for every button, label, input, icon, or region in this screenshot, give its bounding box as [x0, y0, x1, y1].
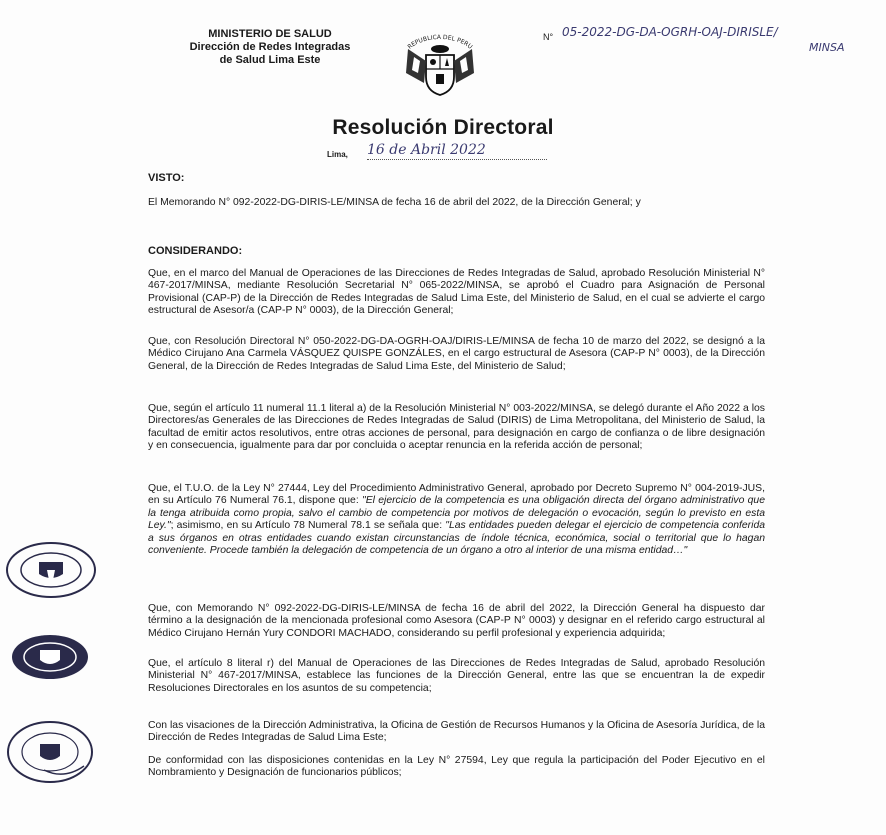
considerando-paragraph-2: Que, con Resolución Directoral N° 050-2022-DG-DA-OGRH-OAJ/DIRIS-LE/MINSA de fecha 10 de marzo del 2022, se designó a la Médico Cirujano Ana Carmela VÁSQUEZ QUISPE GONZÁLES, en el cargo estructural de Asesora (CAP-P N° 0003), de la Dirección General, de la Dirección de Redes Integradas de Salud Lima Este, del Ministerio de Salud; — [148, 336, 765, 372]
visto-paragraph: El Memorando N° 092-2022-DG-DIRIS-LE/MINSA de fecha 16 de abril del 2022, de la Dirección General; y — [148, 197, 641, 208]
considerando-paragraph-3: Que, según el artículo 11 numeral 11.1 literal a) de la Resolución Ministerial N° 003-2022/MINSA, se delegó durante el Año 2022 a los Directores/as Generales de las Direcciones de Redes Integradas de Salud (DIRIS) de Lima Metropolitana, del Ministerio de Salud, la facultad de emitir actos resolutivos, entre otras acciones de personal, para designación en cargo de confianza o de libre designación y en consecuencia, igualmente para dar por concluida o aceptar renuncia en la referida acción de personal; — [148, 403, 765, 452]
handwritten-date: 16 de Abril 2022 — [367, 142, 486, 158]
diris-seal-stamp-2 — [8, 632, 92, 682]
p4-intro: Que, el T.U.O. de la Ley N° 27444, Ley del Procedimiento Administrativo General, aprobado por Decreto Supremo N° 004-2019-JUS, en su Artículo 76 Numeral 76.1, dispone que: — [148, 483, 765, 507]
svg-text:REPUBLICA DEL PERU: REPUBLICA DEL PERU — [406, 33, 474, 51]
ministry-name: MINISTERIO DE SALUD — [208, 28, 332, 40]
resolution-number — [543, 25, 883, 75]
directorate-line2: de Salud Lima Este — [219, 54, 321, 66]
visto-heading: VISTO: — [148, 172, 185, 184]
considerando-paragraph-5: Que, con Memorando N° 092-2022-DG-DIRIS-LE/MINSA de fecha 16 de abril del 2022, la Dirección General ha dispuesto dar término a la designación de la mencionada profesional como Asesora (CAP-P N° 0003) y designar en el referido cargo estructural al Médico Cirujano Hernán Yury CONDORI MACHADO, considerando su perfil profesional y experiencia adquirida; — [148, 603, 765, 639]
diris-seal-stamp-3 — [4, 718, 98, 794]
considerando-paragraph-6: Que, el artículo 8 literal r) del Manual de Operaciones de las Direcciones de Redes Integradas de Salud, aprobado Resolución Ministerial N° 467-2017/MINSA, establece las funciones de la Dirección General, entre las que se encuentran la de expedir Resoluciones Directorales en los asuntos de su competencia; — [148, 658, 765, 694]
handwritten-number: 05-2022-DG-DA-OGRH-OAJ-DIRISLE/ — [562, 25, 778, 39]
diris-seal-stamp-1 — [3, 540, 99, 600]
p4-quote-2: "Las entidades pueden delegar el ejercicio de competencia conferida a sus órganos en otras entidades cuando existan circunstancias de índole técnica, económica, social o territorial que lo hagan conveniente. Procede también la delegación de competencia de un órgano a otro al interior de una misma entidad…" — [148, 520, 766, 557]
date-place: Lima, — [327, 150, 348, 159]
p4-middle: ; asimismo, en su Artículo 78 Numeral 78.1 se señala que: — [170, 520, 446, 532]
considerando-paragraph-8: De conformidad con las disposiciones contenidas en la Ley N° 27594, Ley que regula la participación del Poder Ejecutivo en el Nombramiento y Designación de funcionarios públicos; — [148, 755, 765, 779]
number-label: N° — [543, 32, 554, 42]
considerando-heading: CONSIDERANDO: — [148, 245, 243, 257]
handwritten-number-suffix: MINSA — [809, 41, 845, 54]
peru-coat-of-arms-icon — [390, 33, 490, 101]
directorate-line1: Dirección de Redes Integradas — [189, 41, 351, 53]
p4-quote-1: "El ejercicio de la competencia es una obligación directa del órgano administrativo que la tenga atribuida como propia, salvo el cambio de competencia por motivos de delegación o evocación, según lo previsto en esta Ley." — [148, 495, 765, 532]
date-line — [327, 142, 567, 164]
ministry-header — [160, 28, 380, 67]
considerando-paragraph-7: Con las visaciones de la Dirección Administrativa, la Oficina de Gestión de Recursos Humanos y la Oficina de Asesoría Jurídica, de la Dirección de Redes Integradas de Salud Lima Este; — [148, 720, 765, 744]
date-underline — [367, 159, 547, 160]
considerando-paragraph-4 — [148, 483, 765, 557]
document-title: Resolución Directoral — [332, 116, 554, 139]
considerando-paragraph-1: Que, en el marco del Manual de Operaciones de las Direcciones de Redes Integradas de Salud, aprobado Resolución Ministerial N° 467-2017/MINSA, mediante Resolución Secretarial N° 065-2022/MINSA, se aprobó el Cuadro para Asignación de Personal Provisional (CAP-P) de la Dirección de Redes Integradas de Salud Lima Este, del Ministerio de Salud, en el cual se advierte el cargo estructural de Asesor/a (CAP-P N° 0003), de la Dirección General; — [148, 268, 765, 317]
